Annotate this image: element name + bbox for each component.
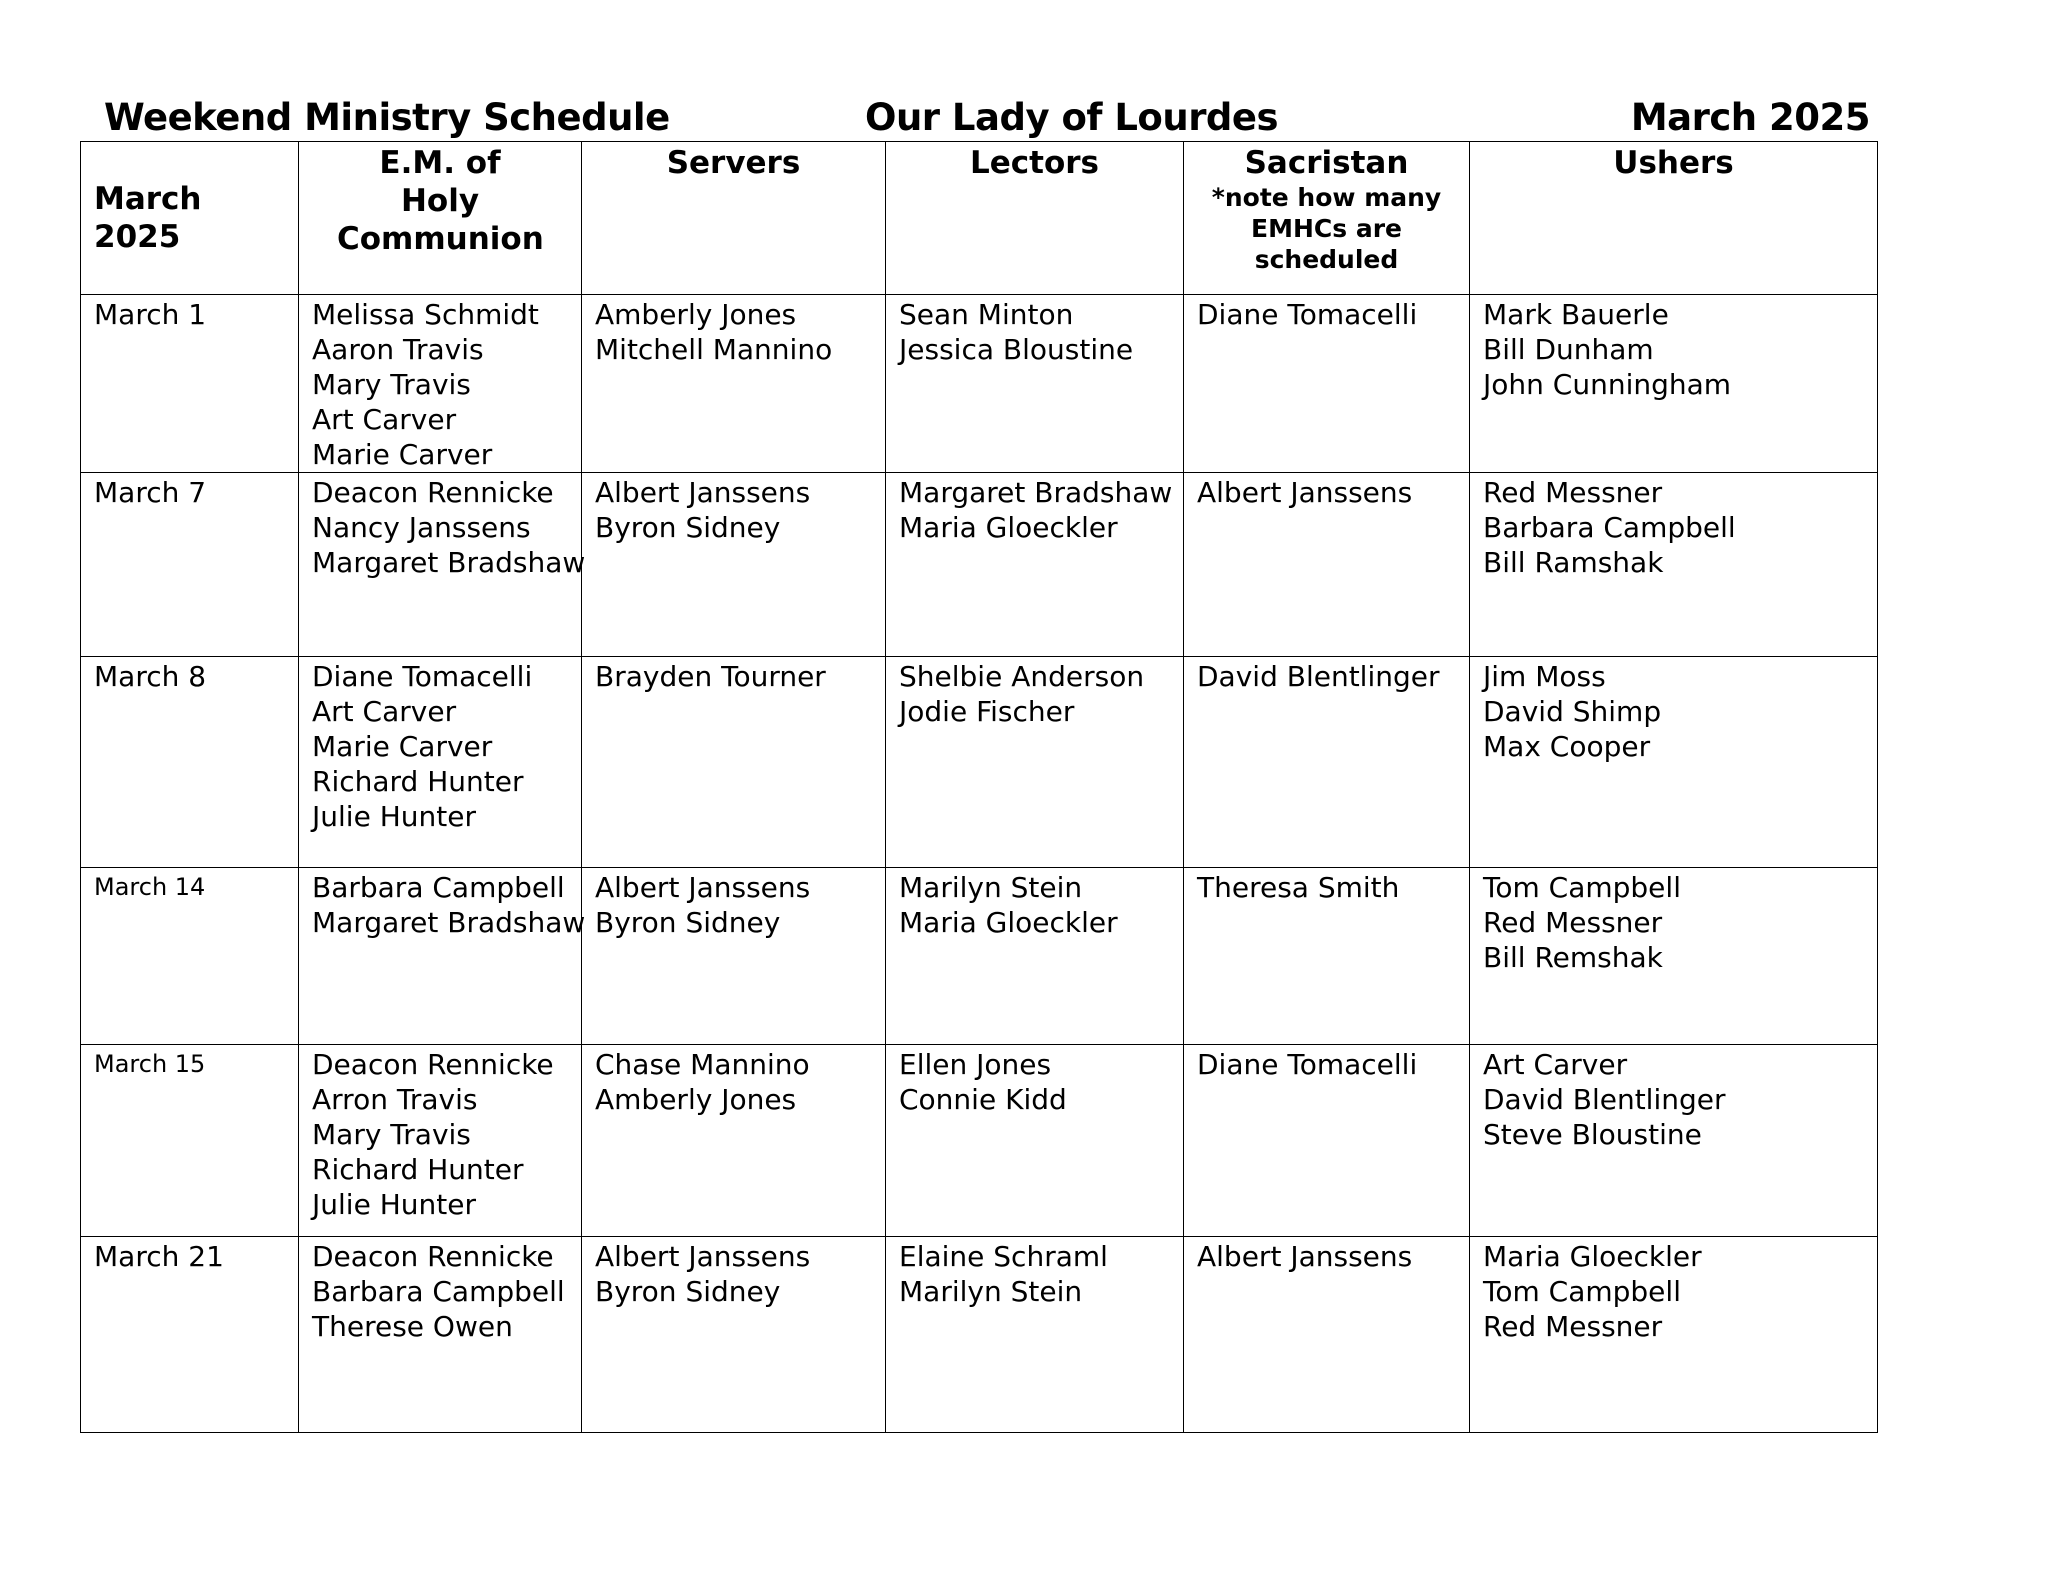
servers-list — [582, 295, 885, 367]
emhc-cell — [299, 1237, 582, 1433]
ushers-cell — [1470, 1237, 1878, 1433]
ushers-name: Red Messner — [1483, 906, 1663, 939]
ushers-cell — [1470, 295, 1878, 473]
emhc-name: Therese Owen — [312, 1310, 513, 1343]
lectors-list — [886, 1237, 1183, 1309]
sacristan-name: Albert Janssens — [1197, 1240, 1413, 1273]
lectors-list — [886, 295, 1183, 367]
table-row — [81, 1045, 1878, 1237]
lectors-name: Margaret Bradshaw — [899, 476, 1173, 509]
column-header-sacristan-label: Sacristan — [1244, 145, 1409, 181]
table-row — [81, 473, 1878, 657]
table-row — [81, 1237, 1878, 1433]
ushers-name: David Blentlinger — [1483, 1083, 1726, 1116]
ushers-list — [1470, 868, 1877, 975]
column-header-ushers: Ushers — [1470, 142, 1878, 295]
servers-cell — [582, 657, 886, 868]
ushers-name: John Cunningham — [1483, 368, 1732, 401]
column-header-lectors: Lectors — [886, 142, 1184, 295]
sacristan-cell — [1184, 295, 1470, 473]
sacristan-list — [1184, 1045, 1469, 1082]
lectors-name: Jodie Fischer — [899, 695, 1075, 728]
schedule-body — [81, 295, 1878, 1433]
emhc-name: Melissa Schmidt — [312, 298, 539, 331]
emhc-list — [299, 1237, 581, 1344]
column-header-sacristan — [1184, 142, 1470, 295]
servers-cell — [582, 295, 886, 473]
servers-name: Albert Janssens — [595, 871, 811, 904]
servers-cell — [582, 868, 886, 1045]
date-cell — [81, 473, 299, 657]
emhc-cell — [299, 657, 582, 868]
schedule-month: March 2025 — [1630, 96, 1870, 139]
emhc-name: Richard Hunter — [312, 1153, 524, 1186]
emhc-cell — [299, 1045, 582, 1237]
emhc-list — [299, 295, 581, 472]
ministry-schedule-table — [80, 141, 1878, 1433]
emhc-name: Barbara Campbell — [312, 1275, 565, 1308]
lectors-cell — [886, 657, 1184, 868]
ushers-list — [1470, 1045, 1877, 1152]
servers-name: Brayden Tourner — [595, 660, 826, 693]
servers-list — [582, 657, 885, 694]
emhc-name: Art Carver — [312, 403, 457, 436]
ushers-list — [1470, 1237, 1877, 1344]
lectors-cell — [886, 868, 1184, 1045]
date-cell — [81, 657, 299, 868]
emhc-name: Mary Travis — [312, 368, 471, 401]
emhc-name: Richard Hunter — [312, 765, 524, 798]
ushers-cell — [1470, 868, 1878, 1045]
emhc-name: Deacon Rennicke — [312, 1240, 554, 1273]
service-date: March 7 — [94, 476, 207, 509]
emhc-list — [299, 868, 586, 940]
lectors-name: Ellen Jones — [899, 1048, 1052, 1081]
sacristan-cell — [1184, 868, 1470, 1045]
servers-name: Amberly Jones — [595, 1083, 797, 1116]
lectors-list — [886, 473, 1183, 545]
sacristan-cell — [1184, 473, 1470, 657]
date-cell — [81, 868, 299, 1045]
sacristan-name: Diane Tomacelli — [1197, 1048, 1418, 1081]
emhc-name: Margaret Bradshaw — [312, 906, 586, 939]
lectors-list — [886, 1045, 1183, 1117]
ushers-name: David Shimp — [1483, 695, 1662, 728]
servers-name: Byron Sidney — [595, 511, 781, 544]
ushers-list — [1470, 295, 1877, 402]
emhc-name: Deacon Rennicke — [312, 1048, 554, 1081]
emhc-name: Deacon Rennicke — [312, 476, 554, 509]
lectors-name: Sean Minton — [899, 298, 1074, 331]
ushers-cell — [1470, 1045, 1878, 1237]
sacristan-cell — [1184, 1045, 1470, 1237]
sacristan-name: Theresa Smith — [1197, 871, 1400, 904]
service-date: March 21 — [94, 1240, 224, 1273]
ushers-list — [1470, 657, 1877, 764]
emhc-name: Marie Carver — [312, 730, 493, 763]
header-row — [81, 142, 1878, 295]
ushers-name: Mark Bauerle — [1483, 298, 1669, 331]
ushers-list — [1470, 473, 1877, 580]
servers-name: Chase Mannino — [595, 1048, 810, 1081]
emhc-name: Julie Hunter — [312, 1188, 476, 1221]
column-header-date — [81, 142, 299, 295]
table-row — [81, 295, 1878, 473]
sacristan-list — [1184, 295, 1469, 332]
lectors-name: Marilyn Stein — [899, 871, 1083, 904]
servers-name: Albert Janssens — [595, 476, 811, 509]
emhc-cell — [299, 868, 586, 1045]
ushers-name: Steve Bloustine — [1483, 1118, 1702, 1151]
parish-name: Our Lady of Lourdes — [865, 96, 1279, 139]
sacristan-note: *note how many EMHCs are scheduled — [1211, 183, 1442, 274]
ushers-name: Barbara Campbell — [1483, 511, 1736, 544]
ushers-name: Red Messner — [1483, 476, 1663, 509]
lectors-name: Elaine Schraml — [899, 1240, 1108, 1273]
column-header-emhc — [299, 142, 582, 295]
service-date: March 1 — [94, 298, 207, 331]
emhc-name: Margaret Bradshaw — [312, 546, 586, 579]
emhc-name: Julie Hunter — [312, 800, 476, 833]
lectors-name: Jessica Bloustine — [899, 333, 1134, 366]
ushers-name: Tom Campbell — [1483, 1275, 1681, 1308]
lectors-cell — [886, 1045, 1184, 1237]
date-cell — [81, 1045, 299, 1237]
service-date: March 14 — [94, 873, 206, 901]
service-date: March 8 — [94, 660, 207, 693]
ushers-name: Max Cooper — [1483, 730, 1651, 763]
servers-list — [582, 868, 885, 940]
ushers-cell — [1470, 473, 1878, 657]
servers-name: Mitchell Mannino — [595, 333, 833, 366]
lectors-list — [886, 657, 1183, 729]
servers-cell — [582, 473, 886, 657]
column-header-servers: Servers — [582, 142, 886, 295]
lectors-cell — [886, 1237, 1184, 1433]
lectors-cell — [886, 295, 1184, 473]
schedule-title: Weekend Ministry Schedule — [104, 96, 670, 139]
sacristan-name: Diane Tomacelli — [1197, 298, 1418, 331]
lectors-name: Maria Gloeckler — [899, 906, 1118, 939]
lectors-name: Maria Gloeckler — [899, 511, 1118, 544]
ushers-name: Maria Gloeckler — [1483, 1240, 1702, 1273]
servers-cell — [582, 1045, 886, 1237]
servers-cell — [582, 1237, 886, 1433]
sacristan-name: Albert Janssens — [1197, 476, 1413, 509]
emhc-name: Barbara Campbell — [312, 871, 565, 904]
servers-list — [582, 1045, 885, 1117]
date-cell — [81, 295, 299, 473]
ushers-name: Jim Moss — [1483, 660, 1606, 693]
date-cell — [81, 1237, 299, 1433]
emhc-list — [299, 657, 581, 834]
emhc-list — [299, 473, 586, 580]
servers-list — [582, 473, 885, 545]
lectors-list — [886, 868, 1183, 940]
lectors-name: Shelbie Anderson — [899, 660, 1145, 693]
emhc-name: Aaron Travis — [312, 333, 484, 366]
ushers-name: Tom Campbell — [1483, 871, 1681, 904]
emhc-cell — [299, 473, 586, 657]
table-row — [81, 868, 1878, 1045]
sacristan-name: David Blentlinger — [1197, 660, 1440, 693]
ushers-name: Red Messner — [1483, 1310, 1663, 1343]
emhc-name: Arron Travis — [312, 1083, 478, 1116]
schedule-header — [80, 96, 1880, 144]
sacristan-list — [1184, 868, 1469, 905]
emhc-name: Art Carver — [312, 695, 457, 728]
servers-name: Byron Sidney — [595, 906, 781, 939]
sacristan-list — [1184, 657, 1469, 694]
sacristan-list — [1184, 1237, 1469, 1274]
column-header-date-label: March 2025 — [94, 181, 202, 255]
servers-name: Amberly Jones — [595, 298, 797, 331]
sacristan-list — [1184, 473, 1469, 510]
sacristan-cell — [1184, 1237, 1470, 1433]
servers-list — [582, 1237, 885, 1309]
sacristan-cell — [1184, 657, 1470, 868]
servers-name: Albert Janssens — [595, 1240, 811, 1273]
servers-name: Byron Sidney — [595, 1275, 781, 1308]
service-date: March 15 — [94, 1050, 206, 1078]
ushers-name: Bill Remshak — [1483, 941, 1663, 974]
emhc-name: Marie Carver — [312, 438, 493, 471]
emhc-list — [299, 1045, 581, 1222]
column-header-emhc-label: E.M. of Holy Communion — [337, 145, 544, 257]
emhc-cell — [299, 295, 582, 473]
lectors-cell — [886, 473, 1184, 657]
ushers-name: Art Carver — [1483, 1048, 1628, 1081]
emhc-name: Mary Travis — [312, 1118, 471, 1151]
table-row — [81, 657, 1878, 868]
lectors-name: Connie Kidd — [899, 1083, 1067, 1116]
emhc-name: Nancy Janssens — [312, 511, 531, 544]
emhc-name: Diane Tomacelli — [312, 660, 533, 693]
ushers-name: Bill Ramshak — [1483, 546, 1664, 579]
ushers-cell — [1470, 657, 1878, 868]
lectors-name: Marilyn Stein — [899, 1275, 1083, 1308]
ushers-name: Bill Dunham — [1483, 333, 1654, 366]
